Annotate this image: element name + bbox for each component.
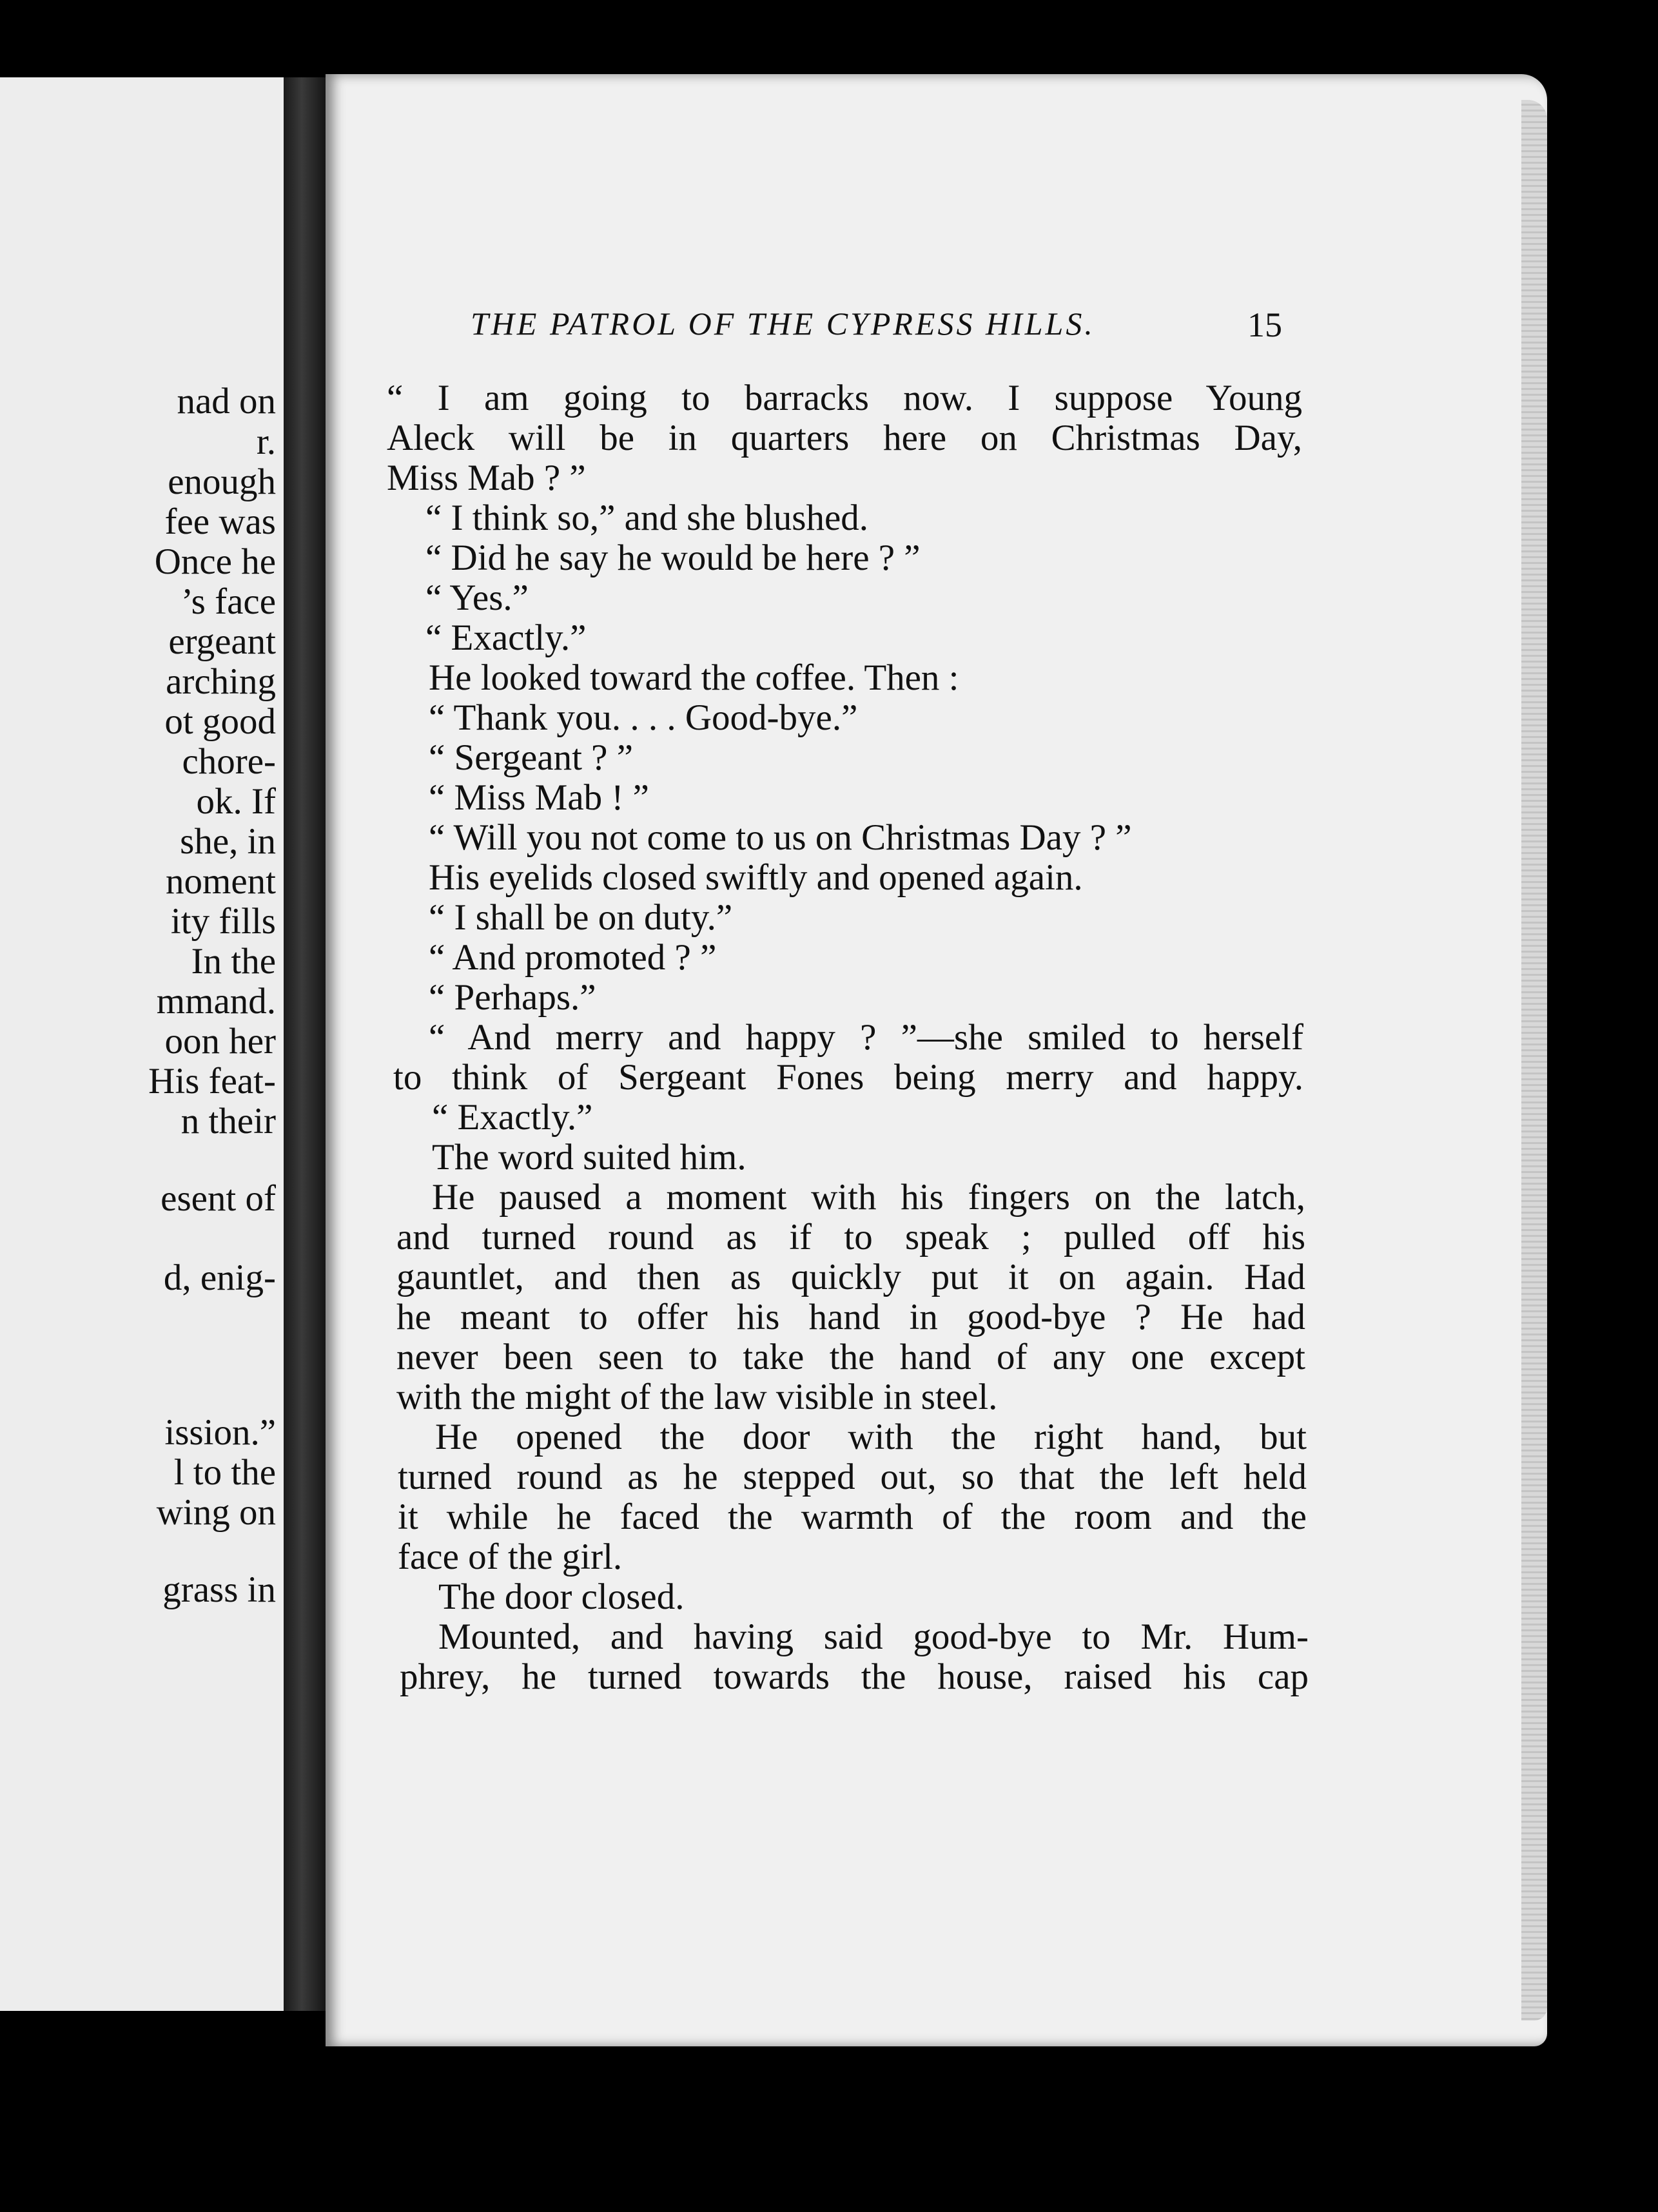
text-line: gauntlet, and then as quickly put it on again. Had — [396, 1257, 1305, 1297]
left-line: noment — [166, 861, 276, 902]
left-page — [0, 77, 289, 2011]
text-line: Miss Mab ? ” — [387, 458, 586, 498]
text-line: He looked toward the coffee. Then : — [429, 657, 959, 698]
left-line: ergeant — [168, 621, 276, 662]
text-line: turned round as he stepped out, so that the left held — [398, 1457, 1307, 1497]
text-line: to think of Sergeant Fones being merry and happy. — [393, 1057, 1303, 1098]
text-line: with the might of the law visible in steel. — [396, 1377, 998, 1417]
left-line: Once he — [154, 541, 276, 582]
text-line: “ Thank you. . . . Good-bye.” — [429, 697, 858, 738]
left-line: His feat- — [148, 1061, 276, 1101]
text-line: “ Did he say he would be here ? ” — [425, 538, 921, 578]
running-head — [471, 305, 1612, 342]
text-line: “ And promoted ? ” — [429, 937, 717, 978]
text-line: face of the girl. — [398, 1537, 623, 1577]
text-line: He opened the door with the right hand, but — [435, 1417, 1307, 1457]
text-line: never been seen to take the hand of any one except — [396, 1337, 1305, 1377]
page-edge — [1521, 100, 1547, 2021]
left-line: fee was — [164, 501, 276, 542]
left-line: oon her — [164, 1021, 276, 1062]
left-line: esent of — [161, 1178, 276, 1219]
left-line: nad on — [177, 381, 276, 422]
left-line: ot good — [164, 701, 276, 742]
left-line: n their — [180, 1101, 276, 1141]
left-line: ’s face — [180, 581, 276, 622]
running-head-title: THE PATROL OF THE CYPRESS HILLS. — [471, 306, 1095, 342]
text-line: “ I think so,” and she blushed. — [425, 498, 869, 538]
left-line: she, in — [180, 821, 276, 862]
left-line: In the — [191, 941, 276, 982]
text-line: Mounted, and having said good-bye to Mr. Hum- — [438, 1616, 1309, 1657]
text-line: “ I shall be on duty.” — [429, 897, 733, 938]
left-line: arching — [166, 661, 276, 702]
left-line: mmand. — [156, 981, 276, 1022]
left-line: grass in — [162, 1569, 276, 1610]
left-line: ity fills — [170, 901, 276, 942]
text-line: “ Sergeant ? ” — [429, 737, 634, 778]
left-line: d, enig- — [163, 1257, 276, 1298]
right-page — [326, 74, 1547, 2046]
text-line: “ Miss Mab ! ” — [429, 777, 649, 818]
left-line: ission.” — [164, 1412, 276, 1453]
text-line: “ Perhaps.” — [429, 977, 596, 1018]
text-line: The door closed. — [438, 1577, 685, 1617]
text-line: phrey, he turned towards the house, raised his cap — [400, 1656, 1309, 1697]
text-line: Aleck will be in quarters here on Christmas Day, — [387, 418, 1302, 458]
left-line: r. — [256, 422, 276, 462]
left-line: chore- — [182, 741, 276, 782]
book-spine — [284, 77, 329, 2011]
left-line: wing on — [156, 1492, 276, 1533]
text-line: and turned round as if to speak ; pulled off his — [396, 1217, 1305, 1257]
text-line: “ Exactly.” — [432, 1097, 593, 1138]
text-line: He paused a moment with his fingers on the latch, — [432, 1177, 1305, 1218]
text-line: “ Yes.” — [425, 577, 529, 618]
text-line: it while he faced the warmth of the room and the — [398, 1497, 1307, 1537]
text-line: “ Will you not come to us on Christmas Day ? ” — [429, 817, 1132, 858]
text-line: he meant to offer his hand in good-bye ? He had — [396, 1297, 1305, 1337]
text-line: His eyelids closed swiftly and opened again. — [429, 857, 1083, 898]
text-line: “ Exactly.” — [425, 617, 587, 658]
page-number: 15 — [1247, 306, 1282, 344]
left-line: enough — [168, 461, 276, 502]
left-line: l to the — [173, 1452, 276, 1493]
left-line: ok. If — [196, 781, 276, 822]
text-line: “ And merry and happy ? ”—she smiled to herself — [429, 1017, 1303, 1058]
text-line: “ I am going to barracks now. I suppose Young — [387, 378, 1302, 418]
text-line: The word suited him. — [432, 1137, 746, 1178]
